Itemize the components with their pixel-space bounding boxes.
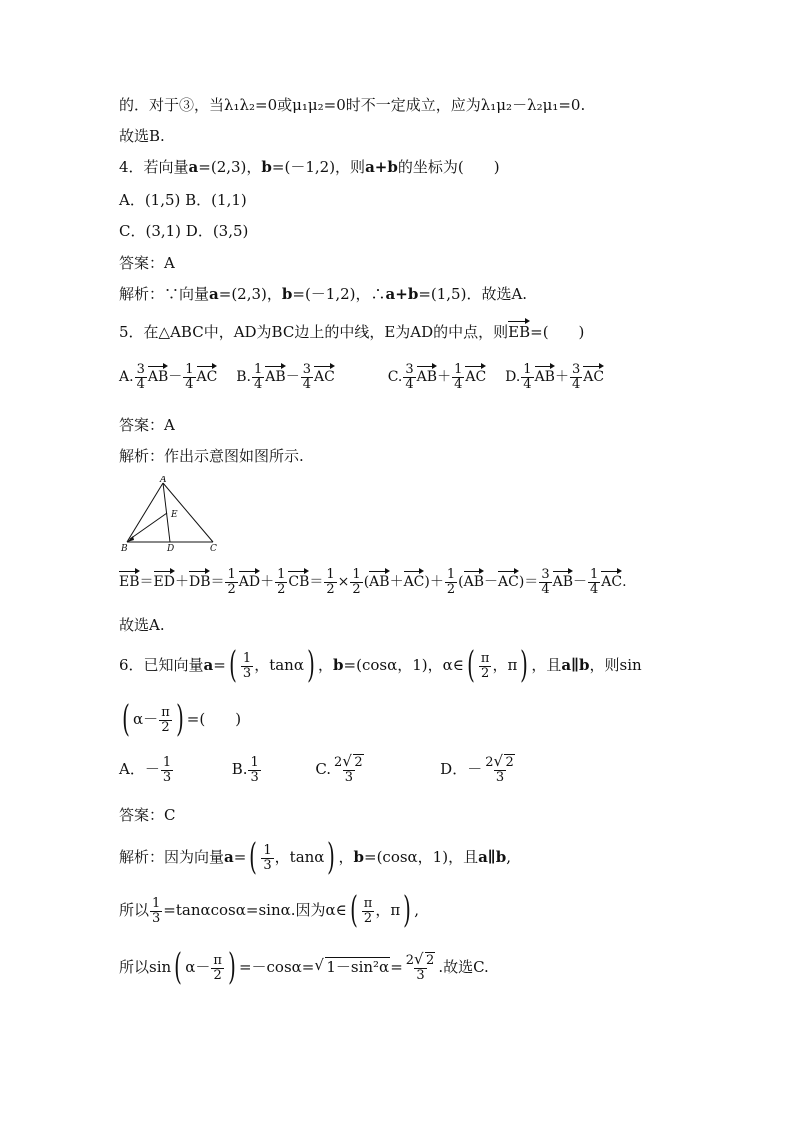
q5-stem: 5．在△ABC中，AD为BC边上的中线，E为AD的中点，则 [119,323,509,341]
vector-ab: AB [369,574,390,591]
option-a-label: A. [119,369,134,386]
sol-text: =－cosα= [238,958,315,976]
vector-ac: AC [601,574,623,591]
q4-options-ab: A．(1,5) B．(1,1) [119,191,247,209]
vector-ac: AC [313,369,335,386]
question-4 [119,160,500,175]
q6-solution: 解析：因为向量a=( $\frac{1}{3}$ ，tanα) ，b=(cosα，1)，且a∥b, [119,837,512,878]
q6-stem: 6．已知向量 [119,656,204,674]
q5-solution: 解析：作出示意图如图所示. [119,447,304,465]
vector-eb: EB [119,574,140,591]
q6-options: A．－ $\frac{1}{3}$ B. $\frac{1}{3}$ C. $\frac{2√ 2}{3}$ D．－ $\frac{2√ 2}{3}$ [119,756,518,784]
triangle-figure [119,476,225,554]
pi: π [507,656,518,674]
q4-options-cd: C．(3,1) D．(3,5) [119,222,249,240]
vector-a: a [188,158,199,176]
sol-text: 解析：因为向量 [119,848,225,866]
q6-solution-2: 所以 $\frac{1}{3}$ =tanαcosα=sinα.因为α∈( $\frac{\pi}{2}$ ，π) , [119,890,420,931]
vector-a: a [209,285,219,303]
q6-answer: 答案：C [119,806,176,824]
side-ab [127,483,163,542]
vector-sum: a+b [365,158,398,176]
q6-text: =( [186,710,206,728]
q5-options: A. $\frac{3}{4}$ AB－ $\frac{1}{4}$ AC B. $\frac{1}{4}$ AB－ $\frac{3}{4}$ AC C. $\frac{3}{4}$ AB＋ $\frac{1}{4}$ AC D. $\frac{1}{4}$ AB＋ $\frac{3}{4}$ AC [119,362,605,392]
sol-text: =tanαcosα=sinα.因为α∈ [163,901,347,919]
q4-text: ) [493,158,500,176]
label-c: C [210,544,217,554]
vector-b: b [281,285,293,303]
label-b: B [121,544,128,554]
sol-text: =(1,5)．故选A. [418,285,528,303]
pi: π [390,901,401,919]
q5-conclusion: 故选A. [119,616,165,634]
vector-sum: a+b [385,285,419,303]
question-6: 6．已知向量a=( $\frac{1}{3}$ ，tanα) ，b=(cosα，1)，α∈( $\frac{\pi}{2}$ ，π) ，且a∥b，则sin [119,645,642,686]
sol-text: =(2,3)， [218,285,282,303]
vector-ab: AB [147,369,169,386]
vector-ac: AC [498,574,519,591]
q6-text: ，则sin [589,656,642,674]
q4-text: =(－1,2)，则 [271,158,366,176]
parallel-condition: a∥b [478,848,507,866]
q5-derivation: EB＝ED＋DB＝ $\frac{1}{2}$ AD＋ $\frac{1}{2}$ CB＝ $\frac{1}{2}$ × $\frac{1}{2}$ (AB＋AC)＋ $\frac{1}{2}$ (AB－AC)＝ $\frac{3}{4}$ AB－ $\frac{1}{4}$ AC. [119,567,627,597]
vector-ac: AC [196,369,218,386]
vector-ab: AB [265,369,286,386]
label-a: A [160,476,167,485]
parallel-condition: a∥b [561,656,590,674]
option-b-label: B. [231,760,248,779]
label-d: D [167,544,175,554]
tan-alpha: tanα [289,848,325,866]
sol-text: 所以sin [119,958,172,976]
q4-stem: 4．若向量 [119,158,189,176]
vector-a: a [203,656,214,674]
vector-eb: EB [508,323,531,341]
radicand: 1－sin²α [326,958,390,976]
label-e: E [171,510,178,520]
sol-text: =(－1,2)，∴ [292,285,386,303]
vector-ed: ED [153,574,175,591]
vector-ac: AC [403,574,425,591]
question-5 [119,325,584,340]
vector-db: DB [188,574,211,591]
text-line: 故选B. [119,127,165,145]
q5-text: ) [578,323,585,341]
sol-text: 解析：∵向量 [119,285,210,303]
q6-text: ，且 [531,656,562,674]
vector-b: b [333,656,344,674]
vector-ab: AB [416,369,438,386]
q4-text: 的坐标为( [397,158,464,176]
vector-b: b [353,848,364,866]
sol-text: 所以 [119,901,150,919]
option-d-label: D．－ [440,760,483,779]
vector-ac: AC [583,369,605,386]
vector-ab: AB [534,369,555,386]
q4-answer: 答案：A [119,254,175,272]
option-b-label: B. [236,369,252,386]
q6-text: ) [235,710,242,728]
option-c-label: C. [387,369,403,386]
q4-text: =(2,3)， [198,158,262,176]
vector-ab: AB [463,574,485,591]
alpha-minus: α－ [185,958,211,976]
q5-answer: 答案：A [119,416,175,434]
text-line: 的．对于③，当λ₁λ₂=0或μ₁μ₂=0时不一定成立，应为λ₁μ₂－λ₂μ₁=0. [119,96,586,114]
sol-text: .故选C. [438,958,489,976]
median-ad [163,483,170,542]
vector-ab: AB [552,574,573,591]
q4-solution [119,287,527,302]
q6-stem-cont: ( α－ $\frac{\pi}{2}$ ) =( ) [122,699,242,740]
option-c-label: C. [315,760,332,779]
option-a-label: A．－ [119,760,160,779]
option-d-label: D. [505,369,521,386]
sol-text: =(cosα，1)，且 [364,848,479,866]
q6-text: =(cosα，1)，α∈ [343,656,464,674]
vector-ac: AC [465,369,487,386]
q6-solution-3: 所以sin( α－ $\frac{\pi}{2}$ ) =－cosα=√ 1－sin²α= $\frac{2√ 2}{3}$ .故选C. [119,950,489,986]
vector-ad: AD [238,574,261,591]
vector-b: b [261,158,272,176]
tan-alpha: tanα [269,656,304,674]
vector-a: a [224,848,234,866]
alpha-minus: α－ [133,710,159,728]
segment-eb [130,513,167,539]
q5-text: =( [530,323,549,341]
vector-cb: CB [288,574,310,591]
